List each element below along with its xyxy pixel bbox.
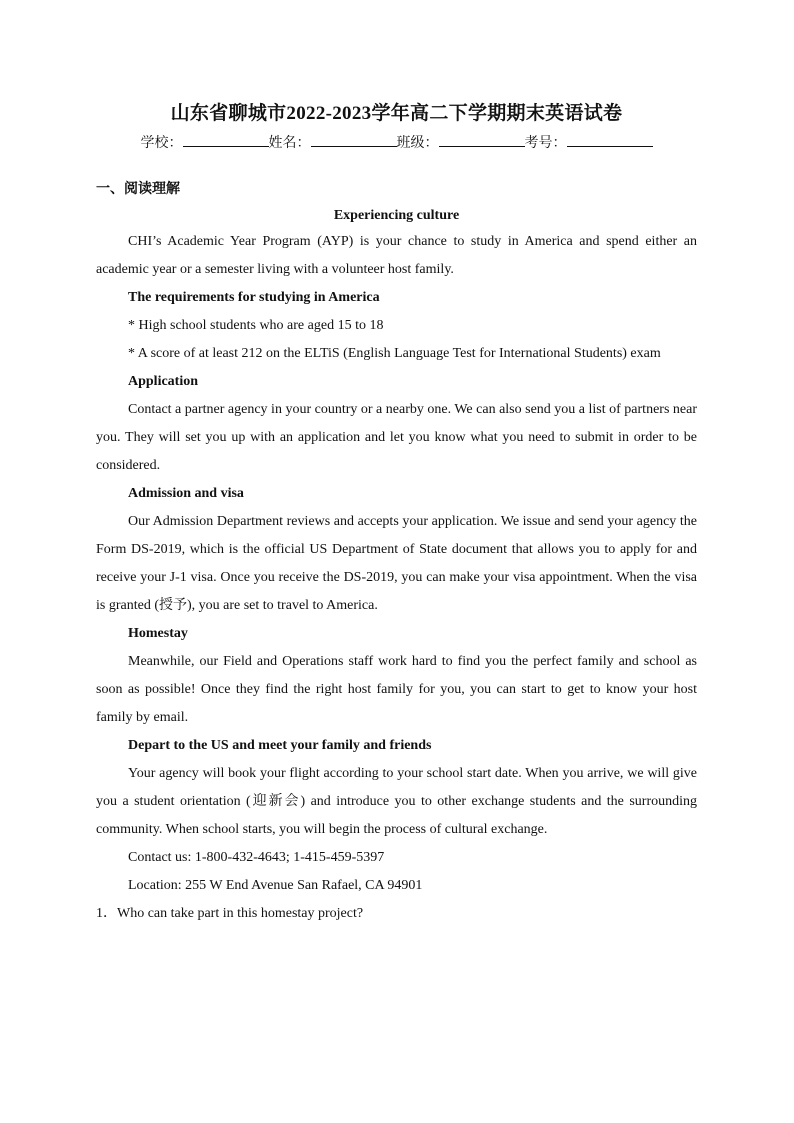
class-blank[interactable] [439, 132, 525, 147]
class-label: 班级： [396, 136, 439, 151]
question-1: 1．Who can take part in this homestay project? [96, 906, 364, 921]
name-blank[interactable] [311, 132, 397, 147]
admission-text: Our Admission Department reviews and accepts your application. We issue and send your agency the Form DS-2019, which is the official US Department of State document that allows you to apply for and receive your J-1 visa. Once you receive the DS-2019, you can make your visa appointment. When the visa is granted (授予), you are set to travel to America. [96, 514, 697, 613]
school-blank[interactable] [183, 132, 269, 147]
student-info-line [96, 132, 697, 156]
application-text: Contact a partner agency in your country or a nearby one. We can also send you a list of partners near you. They will set you up with an application and let you know what you need to submit in order to be considered. [96, 402, 697, 473]
application-heading: Application [128, 374, 199, 389]
homestay-heading: Homestay [128, 626, 188, 641]
location-line: Location: 255 W End Avenue San Rafael, CA 94901 [128, 878, 423, 893]
depart-heading: Depart to the US and meet your family and friends [128, 738, 432, 753]
homestay-text: Meanwhile, our Field and Operations staff work hard to find you the perfect family and school as soon as possible! Once they find the right host family for you, you can start to get to know your host family by email. [96, 654, 697, 725]
requirements-heading: The requirements for studying in America [128, 290, 380, 305]
passage-title: Experiencing culture [333, 208, 460, 223]
exam-page [96, 100, 697, 928]
admission-heading: Admission and visa [128, 486, 244, 501]
section-heading: 一、阅读理解 [96, 182, 180, 197]
requirement-item: * A score of at least 212 on the ELTiS (English Language Test for International Students) exam [128, 346, 661, 361]
school-label: 学校： [140, 136, 183, 151]
contact-line: Contact us: 1-800-432-4643; 1-415-459-5397 [128, 850, 385, 865]
depart-text: Your agency will book your flight according to your school start date. When you arrive, we will give you a student orientation (迎新会) and introduce you to other exchange students and the surrounding community. When school starts, you will begin the process of cultural exchange. [96, 766, 697, 837]
exam-title: 山东省聊城市2022-2023学年高二下学期期末英语试卷 [170, 103, 623, 124]
requirement-item: * High school students who are aged 15 to 18 [128, 318, 384, 333]
exam-number-blank[interactable] [567, 132, 653, 147]
exam-number-label: 考号： [524, 136, 567, 151]
passage-intro: CHI’s Academic Year Program (AYP) is your chance to study in America and spend either an academic year or a semester living with a volunteer host family. [96, 234, 697, 277]
name-label: 姓名： [268, 136, 311, 151]
